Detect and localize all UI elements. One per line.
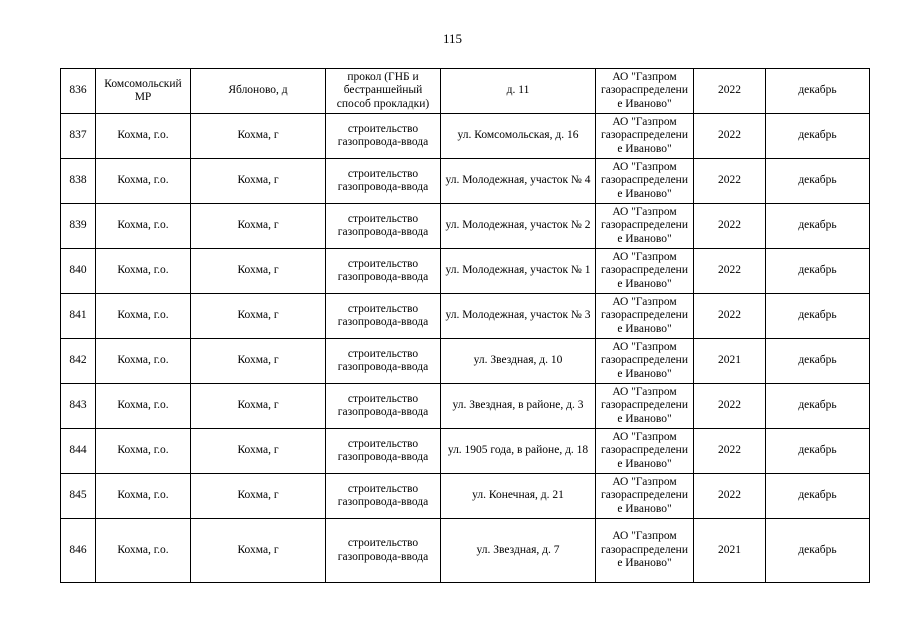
page-number: 115 [442,31,463,46]
address-cell: ул. Комсомольская, д. 16 [441,114,596,159]
locality-cell: Кохма, г [191,204,326,249]
month-cell: декабрь [766,114,870,159]
organization-cell: АО "Газпром газораспределение Иваново" [596,384,694,429]
municipality-cell: Кохма, г.о. [96,204,191,249]
municipality-cell: Кохма, г.о. [96,429,191,474]
organization-cell: АО "Газпром газораспределение Иваново" [596,474,694,519]
month-cell: декабрь [766,69,870,114]
row-number: 841 [61,294,96,339]
month-cell: декабрь [766,339,870,384]
row-number: 842 [61,339,96,384]
year-cell: 2022 [694,69,766,114]
year-cell: 2022 [694,204,766,249]
table-row [61,159,870,204]
organization-cell: АО "Газпром газораспределение Иваново" [596,339,694,384]
address-cell: ул. Молодежная, участок № 4 [441,159,596,204]
work-type-cell: строительство газопровода-ввода [326,204,441,249]
row-number: 839 [61,204,96,249]
address-cell: ул. Молодежная, участок № 1 [441,249,596,294]
table-row [61,294,870,339]
year-cell: 2022 [694,114,766,159]
table-row [61,114,870,159]
address-cell: ул. Звездная, д. 10 [441,339,596,384]
month-cell: декабрь [766,294,870,339]
row-number: 838 [61,159,96,204]
month-cell: декабрь [766,159,870,204]
year-cell: 2022 [694,384,766,429]
locality-cell: Кохма, г [191,249,326,294]
municipality-cell: Кохма, г.о. [96,384,191,429]
row-number: 846 [61,519,96,583]
work-type-cell: прокол (ГНБ и бестраншейный способ прокладки) [326,69,441,114]
work-type-cell: строительство газопровода-ввода [326,474,441,519]
municipality-cell: Кохма, г.о. [96,294,191,339]
row-number: 836 [61,69,96,114]
address-cell: ул. 1905 года, в районе, д. 18 [441,429,596,474]
table-row [61,519,870,583]
address-cell: ул. Конечная, д. 21 [441,474,596,519]
table-row [61,204,870,249]
work-type-cell: строительство газопровода-ввода [326,294,441,339]
year-cell: 2022 [694,429,766,474]
organization-cell: АО "Газпром газораспределение Иваново" [596,294,694,339]
locality-cell: Кохма, г [191,474,326,519]
month-cell: декабрь [766,474,870,519]
locality-cell: Кохма, г [191,519,326,583]
municipality-cell: Кохма, г.о. [96,114,191,159]
locality-cell: Кохма, г [191,294,326,339]
row-number: 843 [61,384,96,429]
month-cell: декабрь [766,519,870,583]
work-type-cell: строительство газопровода-ввода [326,429,441,474]
table-row [61,69,870,114]
locality-cell: Кохма, г [191,114,326,159]
month-cell: декабрь [766,249,870,294]
table-row [61,474,870,519]
row-number: 840 [61,249,96,294]
locality-cell: Кохма, г [191,159,326,204]
locality-cell: Яблоново, д [191,69,326,114]
municipality-cell: Кохма, г.о. [96,159,191,204]
work-type-cell: строительство газопровода-ввода [326,114,441,159]
month-cell: декабрь [766,204,870,249]
table-row [61,339,870,384]
row-number: 837 [61,114,96,159]
municipality-cell: Кохма, г.о. [96,474,191,519]
work-type-cell: строительство газопровода-ввода [326,339,441,384]
municipality-cell: Кохма, г.о. [96,519,191,583]
locality-cell: Кохма, г [191,339,326,384]
address-cell: ул. Молодежная, участок № 2 [441,204,596,249]
work-type-cell: строительство газопровода-ввода [326,519,441,583]
municipality-cell: Кохма, г.о. [96,339,191,384]
locality-cell: Кохма, г [191,384,326,429]
address-cell: ул. Молодежная, участок № 3 [441,294,596,339]
organization-cell: АО "Газпром газораспределение Иваново" [596,114,694,159]
work-type-cell: строительство газопровода-ввода [326,384,441,429]
year-cell: 2022 [694,249,766,294]
gas-works-table [60,68,870,583]
table-row [61,384,870,429]
month-cell: декабрь [766,384,870,429]
row-number: 844 [61,429,96,474]
address-cell: ул. Звездная, д. 7 [441,519,596,583]
organization-cell: АО "Газпром газораспределение Иваново" [596,204,694,249]
table-row [61,429,870,474]
work-type-cell: строительство газопровода-ввода [326,159,441,204]
municipality-cell: Комсомольский МР [96,69,191,114]
organization-cell: АО "Газпром газораспределение Иваново" [596,519,694,583]
organization-cell: АО "Газпром газораспределение Иваново" [596,69,694,114]
table-row [61,249,870,294]
year-cell: 2022 [694,159,766,204]
year-cell: 2022 [694,474,766,519]
organization-cell: АО "Газпром газораспределение Иваново" [596,159,694,204]
year-cell: 2021 [694,519,766,583]
year-cell: 2021 [694,339,766,384]
month-cell: декабрь [766,429,870,474]
year-cell: 2022 [694,294,766,339]
organization-cell: АО "Газпром газораспределение Иваново" [596,429,694,474]
organization-cell: АО "Газпром газораспределение Иваново" [596,249,694,294]
municipality-cell: Кохма, г.о. [96,249,191,294]
locality-cell: Кохма, г [191,429,326,474]
work-type-cell: строительство газопровода-ввода [326,249,441,294]
address-cell: д. 11 [441,69,596,114]
row-number: 845 [61,474,96,519]
address-cell: ул. Звездная, в районе, д. 3 [441,384,596,429]
